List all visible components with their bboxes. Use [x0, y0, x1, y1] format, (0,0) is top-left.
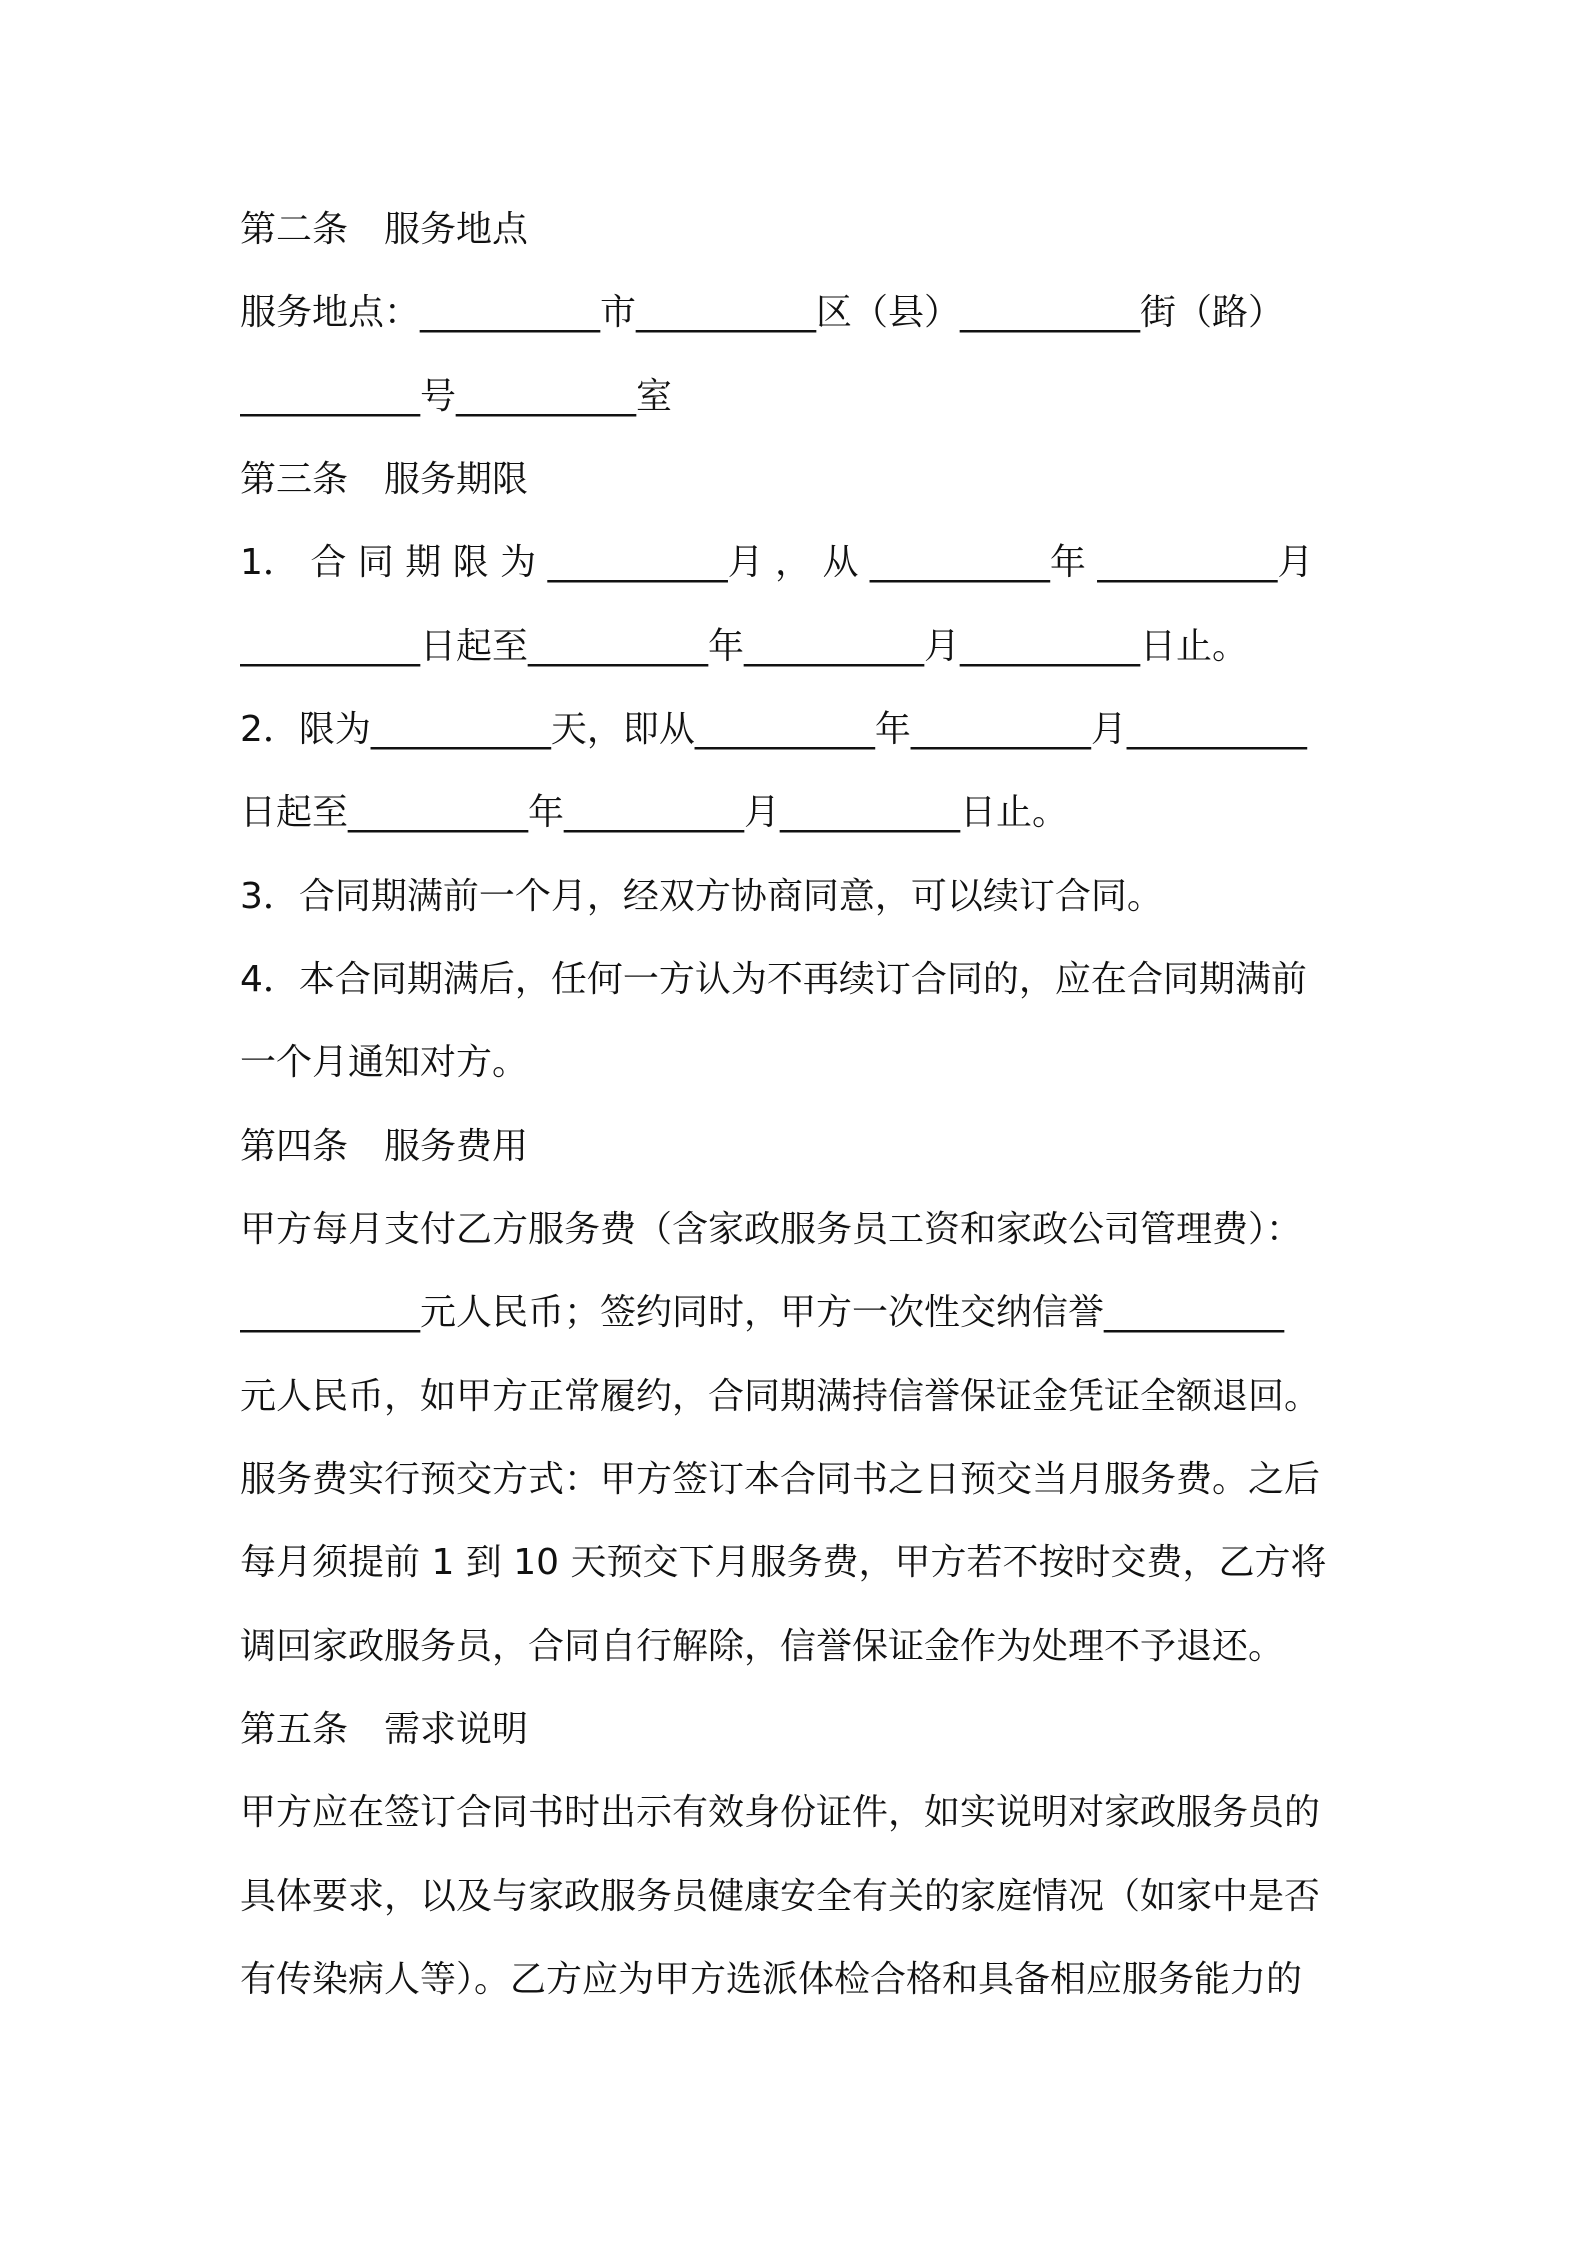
article-2-heading — [240, 205, 1350, 255]
article-2-title: 服务地点 — [384, 209, 529, 250]
article-3-line: 3．合同期满前一个月，经双方协商同意，可以续订合同。 — [240, 876, 1163, 917]
article-4-line: 元人民币，如甲方正常履约，合同期满持信誉保证金凭证全额退回。 — [240, 1376, 1321, 1417]
article-3-line: 1． 合 同 期 限 为 __________月 ， 从 __________年 __________月 — [240, 542, 1314, 583]
article-5-line: 具体要求，以及与家政服务员健康安全有关的家庭情况（如家中是否 — [240, 1876, 1321, 1917]
article-5-heading — [240, 1705, 1350, 1755]
article-3-line: 2．限为__________天，即从__________年__________月__________ — [240, 709, 1307, 750]
article-4-number: 第四条 — [240, 1126, 349, 1167]
article-4-title: 服务费用 — [384, 1126, 529, 1167]
article-5-number: 第五条 — [240, 1709, 349, 1750]
article-4-heading — [240, 1122, 1350, 1172]
article-5-line: 甲方应在签订合同书时出示有效身份证件，如实说明对家政服务员的 — [240, 1792, 1321, 1833]
article-3-title: 服务期限 — [384, 459, 529, 500]
article-3-line: 4．本合同期满后，任何一方认为不再续订合同的，应在合同期满前 — [240, 959, 1307, 1000]
article-3-heading — [240, 455, 1350, 505]
article-4-line: 每月须提前 1 到 10 天预交下月服务费，甲方若不按时交费，乙方将 — [240, 1542, 1327, 1583]
article-3-line: __________日起至__________年__________月__________日止。 — [240, 626, 1249, 667]
article-3-line: 日起至__________年__________月__________日止。 — [240, 792, 1069, 833]
article-5-title: 需求说明 — [384, 1709, 529, 1750]
article-4-line: 服务费实行预交方式：甲方签订本合同书之日预交当月服务费。之后 — [240, 1459, 1321, 1500]
article-3-number: 第三条 — [240, 459, 349, 500]
article-3-line: 一个月通知对方。 — [240, 1042, 529, 1083]
article-4-line: 调回家政服务员，合同自行解除，信誉保证金作为处理不予退还。 — [240, 1626, 1285, 1667]
article-4-line: 甲方每月支付乙方服务费（含家政服务员工资和家政公司管理费）： — [240, 1209, 1303, 1250]
article-5-line: 有传染病人等）。乙方应为甲方选派体检合格和具备相应服务能力的 — [240, 1959, 1303, 2000]
article-2-line: 服务地点：__________市__________区（县）__________街（路） — [240, 292, 1285, 333]
article-4-line: __________元人民币；签约同时，甲方一次性交纳信誉__________ — [240, 1292, 1285, 1333]
article-2-number: 第二条 — [240, 209, 349, 250]
article-2-line: __________号__________室 — [240, 376, 672, 417]
